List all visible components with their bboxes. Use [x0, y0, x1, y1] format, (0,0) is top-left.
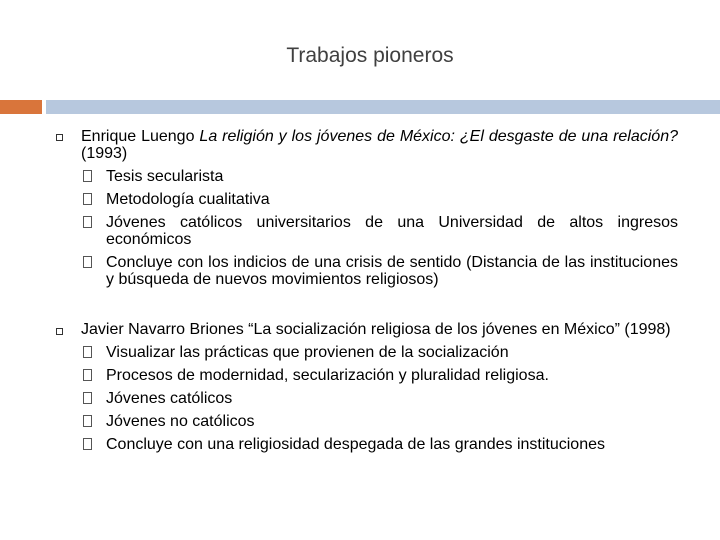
square-glyph-icon — [83, 193, 92, 205]
list-item-luengo — [81, 128, 678, 294]
sub-item: Jóvenes católicos universitarios de una Universidad de altos ingresos económicos — [81, 214, 678, 248]
work-year: (1998) — [619, 321, 671, 338]
sub-item: Visualizar las prácticas que provienen de la socialización — [81, 344, 678, 361]
sub-item: Jóvenes no católicos — [81, 413, 678, 430]
square-glyph-icon — [83, 216, 92, 228]
sub-item: Procesos de modernidad, secularización y pluralidad religiosa. — [81, 367, 678, 384]
work-title: “La socialización religiosa de los jóvenes en México” — [248, 321, 620, 338]
square-glyph-icon — [83, 256, 92, 268]
square-bullet-icon — [56, 134, 63, 141]
square-glyph-icon — [83, 346, 92, 358]
author-name: Javier Navarro Briones — [81, 321, 249, 338]
sub-item: Tesis secularista — [81, 168, 678, 185]
work-title: La religión y los jóvenes de México: ¿El desgaste de una relación? — [199, 128, 678, 145]
square-glyph-icon — [83, 415, 92, 427]
square-glyph-icon — [83, 369, 92, 381]
slide-title: Trabajos pioneros — [286, 44, 454, 67]
square-bullet-icon — [56, 328, 63, 335]
sub-item: Jóvenes católicos — [81, 390, 678, 407]
accent-bar-orange — [0, 100, 42, 114]
work-year: (1993) — [81, 145, 128, 162]
accent-bar-blue — [46, 100, 720, 114]
square-glyph-icon — [83, 170, 92, 182]
sub-item: Concluye con los indicios de una crisis de sentido (Distancia de las instituciones y búsqueda de nuevos movimientos religiosos) — [81, 254, 678, 288]
list-item-navarro — [81, 321, 678, 459]
square-glyph-icon — [83, 438, 92, 450]
square-glyph-icon — [83, 392, 92, 404]
sub-item: Concluye con una religiosidad despegada de las grandes instituciones — [81, 436, 678, 453]
author-name: Enrique Luengo — [81, 128, 200, 145]
sub-item: Metodología cualitativa — [81, 191, 678, 208]
